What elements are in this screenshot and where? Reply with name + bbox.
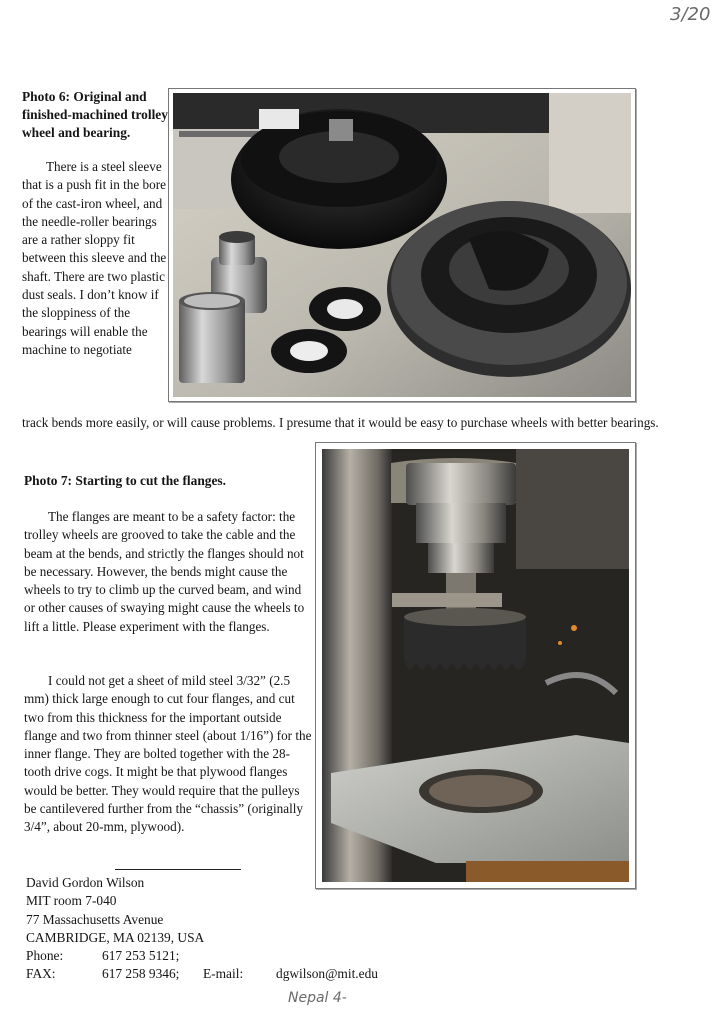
- fax-label: FAX:: [26, 966, 56, 982]
- photo7-image-frame: [315, 442, 636, 889]
- photo6-caption: [22, 88, 172, 359]
- flange-cutting-photo: [316, 443, 635, 888]
- photo7-para1: The flanges are meant to be a safety factor: the trolley wheels are grooved to take the cable and the beam at the bends, and strictly the flanges should not be necessary. However, the bends might cause the wheels to try to climb up the curved beam, and wind or other causes of swaying might cause the wheels to lift a little. Please experiment with the flanges.: [24, 509, 305, 634]
- photo7-title: Photo 7: Starting to cut the flanges.: [24, 473, 226, 488]
- author-room: MIT room 7-040: [26, 893, 117, 909]
- signature-block: [26, 874, 446, 984]
- photo6-title: Photo 6: Original and finished-machined trolley wheel and bearing.: [22, 89, 168, 140]
- phone-label: Phone:: [26, 948, 64, 964]
- fax-number: 617 258 9346;: [102, 966, 180, 982]
- author-name: David Gordon Wilson: [26, 875, 145, 890]
- page-number-handwritten: 3/20: [670, 4, 711, 25]
- author-street: 77 Massachusetts Avenue: [26, 911, 164, 927]
- email-label: E-mail:: [203, 966, 244, 982]
- trolley-wheel-photo: [169, 89, 635, 401]
- fax-row: [26, 965, 446, 983]
- phone-row: [26, 947, 446, 965]
- photo6-image-frame: [168, 88, 636, 402]
- author-city: CAMBRIDGE, MA 02139, USA: [26, 929, 205, 945]
- photo6-body: There is a steel sleeve that is a push fit in the bore of the cast-iron wheel, and the needle-roller bearings are a rather sloppy fit between this sleeve and the shaft. There are two plastic dust seals. I don’t know if the sloppiness of the bearings will enable the machine to negotiate: [22, 159, 167, 357]
- email-address: dgwilson@mit.edu: [276, 966, 378, 982]
- footer-handwritten-note: Nepal 4-: [288, 990, 347, 1006]
- signature-rule: [115, 869, 241, 870]
- photo7-para2: I could not get a sheet of mild steel 3/32” (2.5 mm) thick large enough to cut four flanges, and cut two from this thickness for the important outside flange and two from thinner steel (about 1/16”) for the inner flange. They are bolted together with the 28-tooth drive cogs. It might be that plywood flanges would be better. They would require that the pulleys be cantilevered further from the “chassis” (originally 3/4”, about 20-mm, plywood).: [24, 673, 312, 835]
- photo6-body-continued: track bends more easily, or will cause problems. I presume that it would be easy to purchase wheels with better bearings.: [22, 415, 659, 430]
- phone-number: 617 253 5121;: [102, 948, 180, 964]
